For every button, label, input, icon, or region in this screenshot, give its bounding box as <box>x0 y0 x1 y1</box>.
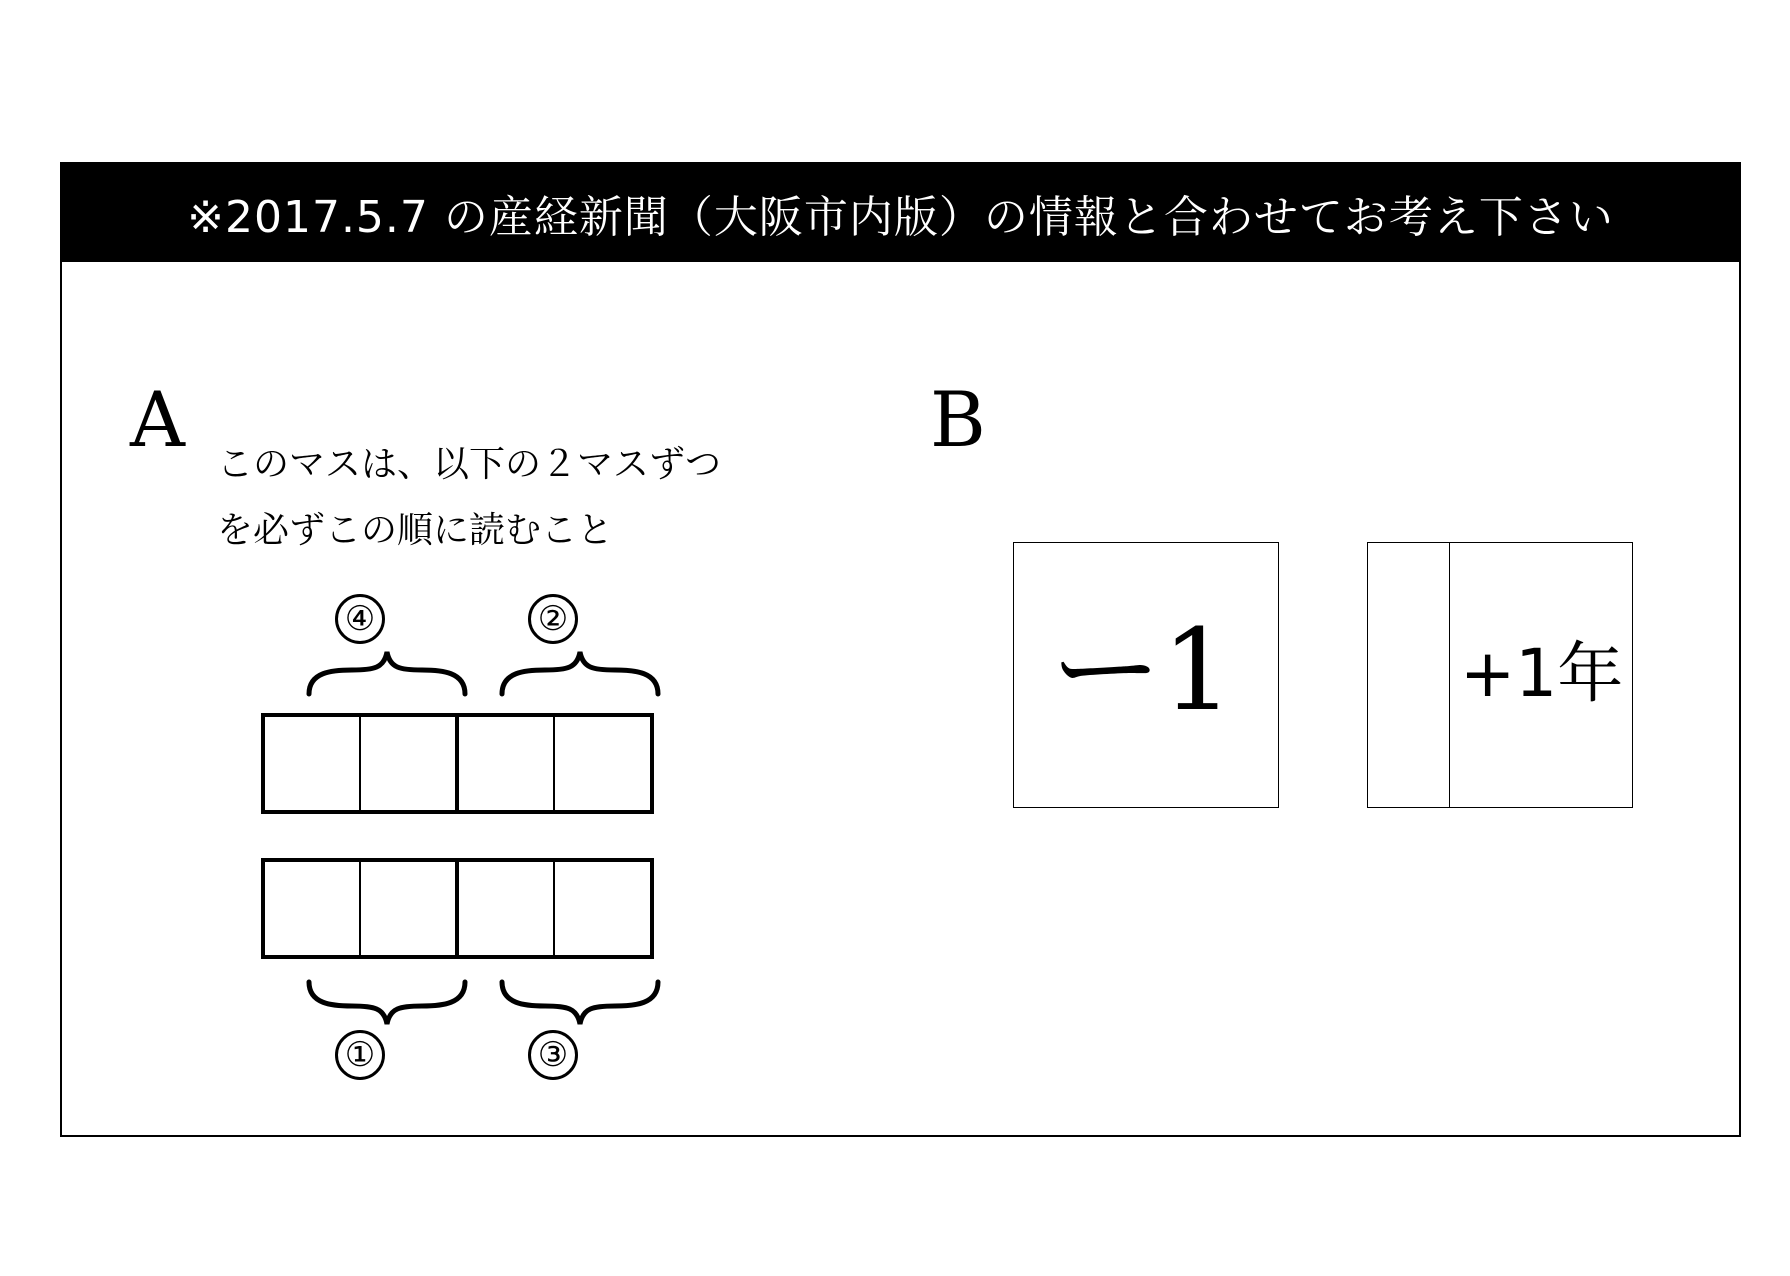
brace-marker-3 <box>502 982 658 1024</box>
order-marker-4: ④ <box>335 594 385 644</box>
brace-marker-1 <box>309 982 465 1024</box>
clue-box-2-divider <box>1449 543 1450 807</box>
order-marker-1: ① <box>335 1030 385 1080</box>
puzzle-panel <box>60 162 1741 1137</box>
brace-marker-4 <box>309 652 465 694</box>
order-marker-3: ③ <box>528 1030 578 1080</box>
section-b-label: B <box>930 375 986 464</box>
order-marker-2: ② <box>528 594 578 644</box>
clue-box-1-text: ー1 <box>1050 606 1234 736</box>
brace-marker-2 <box>502 652 658 694</box>
section-a-label: A <box>130 375 185 464</box>
instruction-line-1: このマスは、以下の２マスずつ <box>217 444 722 485</box>
clue-box-2-text: +1年 <box>1460 635 1624 712</box>
instruction-line-2: を必ずこの順に読むこと <box>217 510 614 551</box>
instruction-banner: ※2017.5.7 の産経新聞（大阪市内版）の情報と合わせてお考え下さい <box>62 164 1739 262</box>
clue-box-2 <box>1367 542 1633 808</box>
clue-box-1 <box>1013 542 1279 808</box>
